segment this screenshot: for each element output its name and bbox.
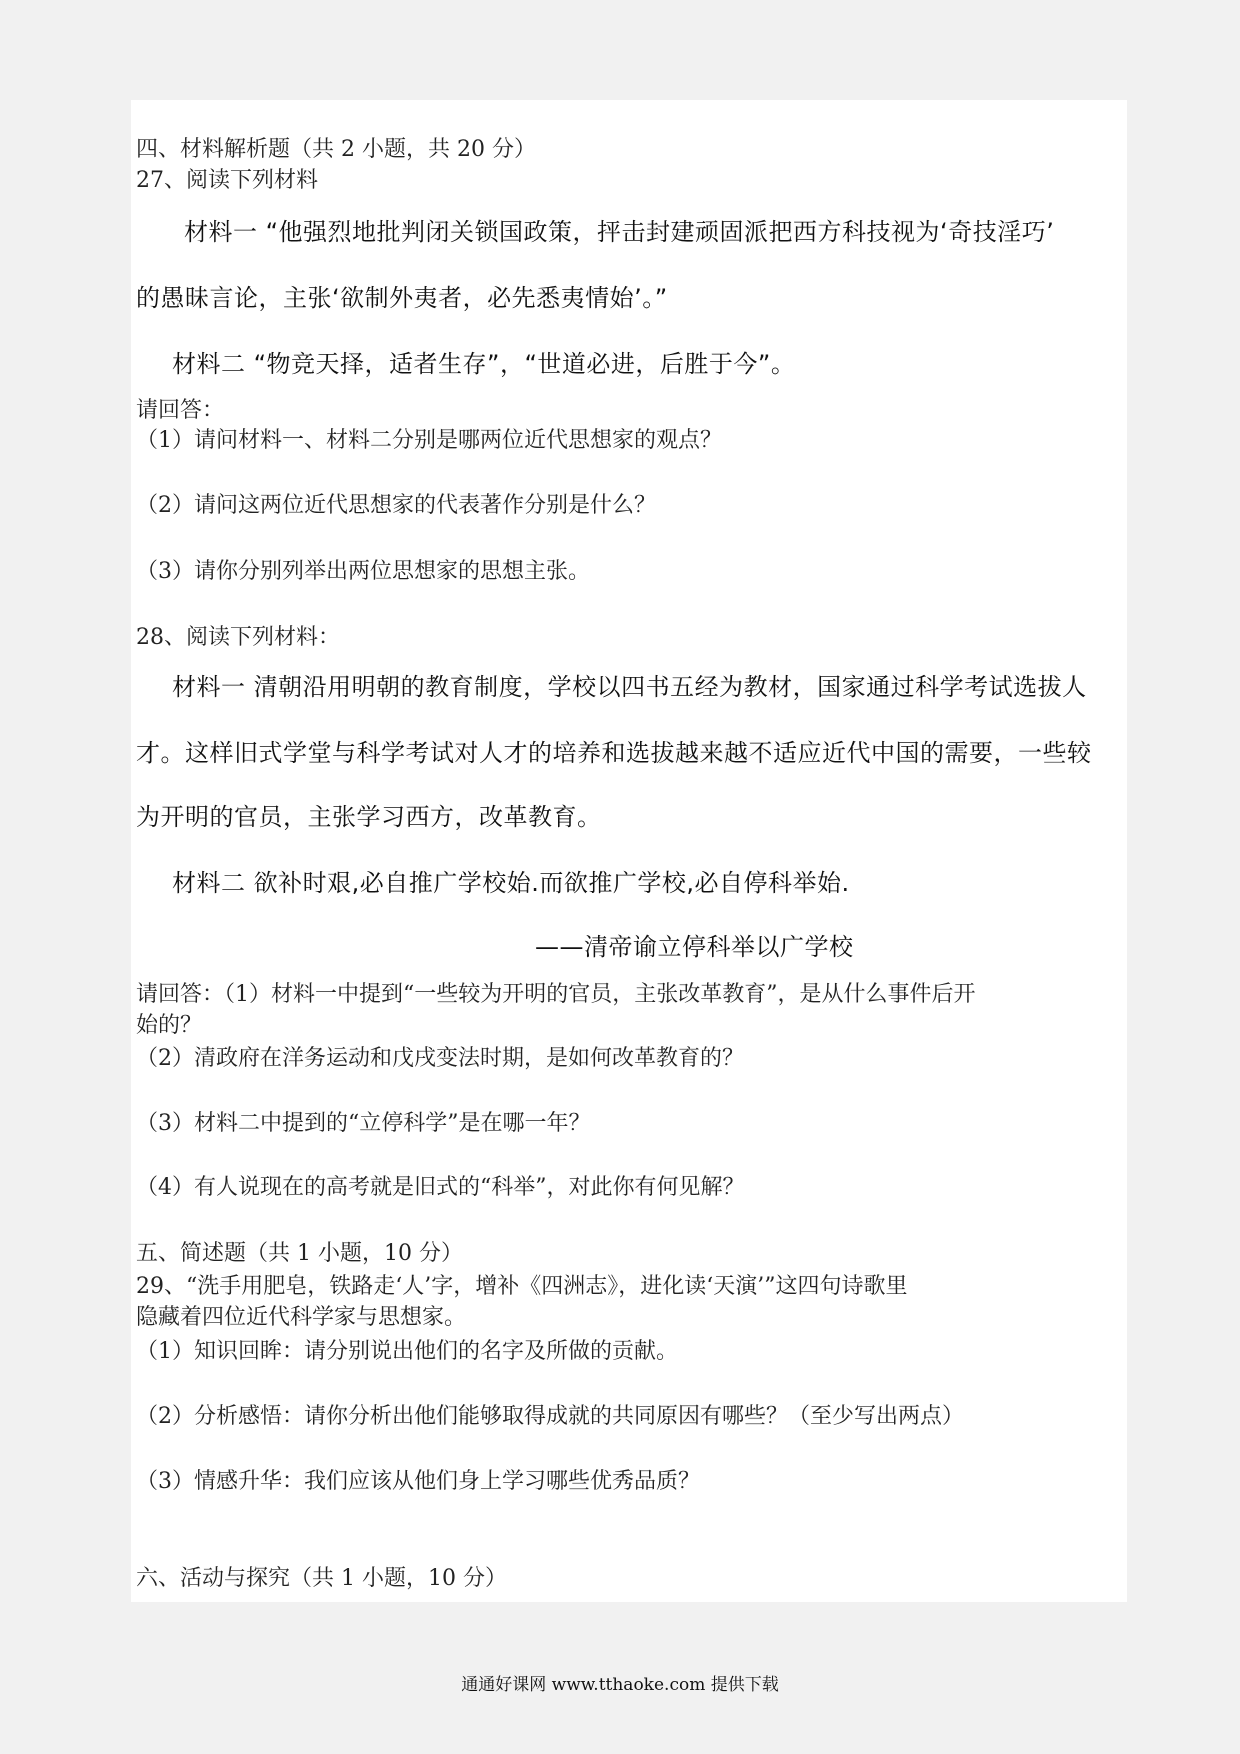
section6-heading: 六、活动与探究（共 1 小题，10 分） [136, 1566, 507, 1591]
q28-material2-source: ——清帝谕立停科举以广学校 [535, 933, 854, 961]
q28-material1-line1: 材料一 清朝沿用明朝的教育制度，学校以四书五经为教材，国家通过科学考试选拔人 [172, 673, 1087, 701]
q27-prompt: 请回答： [136, 398, 225, 423]
q27-title: 27、阅读下列材料 [136, 168, 318, 193]
section5-heading: 五、简述题（共 1 小题，10 分） [136, 1241, 463, 1266]
q28-material1-line3: 为开明的官员，主张学习西方，改革教育。 [136, 803, 602, 831]
q28-title: 28、阅读下列材料： [136, 625, 340, 650]
page-footer: 通通好课网 www.tthaoke.com 提供下载 [461, 1675, 779, 1695]
q28-question-2: （2）清政府在洋务运动和戊戌变法时期，是如何改革教育的？ [136, 1046, 744, 1071]
q28-question-1-line2: 始的？ [136, 1013, 203, 1038]
document-page [131, 100, 1127, 1602]
section4-heading: 四、材料解析题（共 2 小题，共 20 分） [136, 137, 536, 162]
q28-question-3: （3）材料二中提到的“立停科学”是在哪一年？ [136, 1111, 591, 1136]
q28-material1-line2: 才。这样旧式学堂与科学考试对人才的培养和选拔越来越不适应近代中国的需要，一些较 [136, 739, 1092, 767]
q28-question-1-line1: 请回答：（1）材料一中提到“一些较为开明的官员，主张改革教育”，是从什么事件后开 [136, 982, 976, 1007]
q27-material1-line1: 材料一 “他强烈地批判闭关锁国政策，抨击封建顽固派把西方科技视为‘奇技淫巧’ [184, 218, 1055, 246]
q27-question-1: （1）请问材料一、材料二分别是哪两位近代思想家的观点？ [136, 428, 722, 453]
q29-question-2: （2）分析感悟：请你分析出他们能够取得成就的共同原因有哪些？（至少写出两点） [136, 1404, 964, 1429]
q27-material1-line2: 的愚昧言论，主张‘欲制外夷者，必先悉夷情始’。” [136, 284, 668, 312]
q28-material2: 材料二 欲补时艰,必自推广学校始.而欲推广学校,必自停科举始. [172, 869, 850, 897]
q29-line2: 隐藏着四位近代科学家与思想家。 [136, 1305, 467, 1330]
q29-question-3: （3）情感升华：我们应该从他们身上学习哪些优秀品质？ [136, 1469, 700, 1494]
q28-question-4: （4）有人说现在的高考就是旧式的“科举”，对此你有何见解？ [136, 1175, 745, 1200]
q29-question-1: （1）知识回眸：请分别说出他们的名字及所做的贡献。 [136, 1339, 678, 1364]
q29-line1: 29、“洗手用肥皂，铁路走‘人’字，增补《四洲志》，进化读‘天演’”这四句诗歌里 [136, 1274, 908, 1299]
q27-material2: 材料二 “物竞天择，适者生存”，“世道必进，后胜于今”。 [172, 350, 796, 378]
q27-question-3: （3）请你分别列举出两位思想家的思想主张。 [136, 559, 590, 584]
q27-question-2: （2）请问这两位近代思想家的代表著作分别是什么？ [136, 493, 656, 518]
